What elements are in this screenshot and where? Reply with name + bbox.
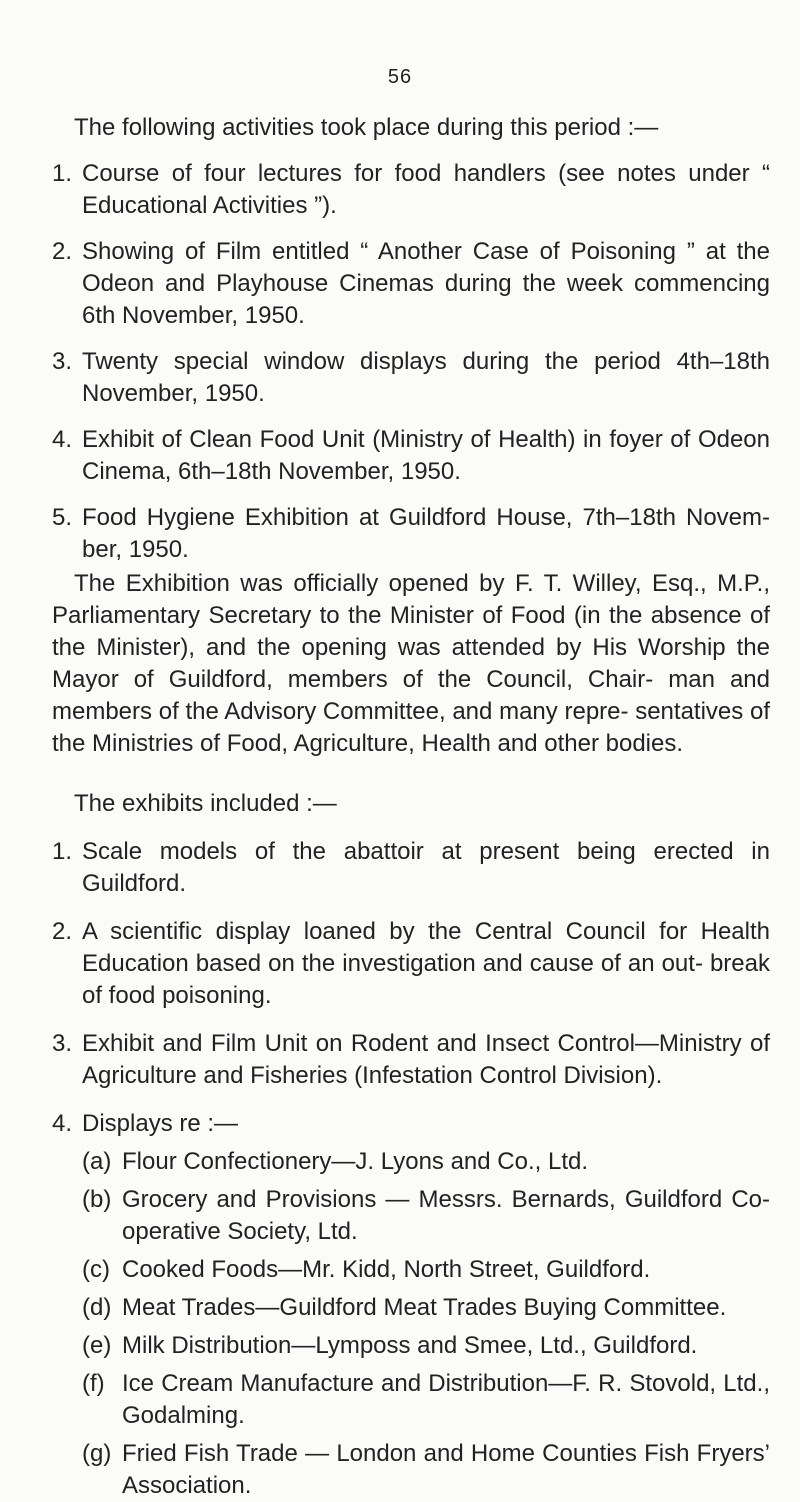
activities-intro: The following activities took place during this period :— [74,114,659,141]
sub-list-item [82,1146,770,1178]
sub-list-item [82,1184,770,1248]
list-text: A scientific display loaned by the Central Council for Health Education based on the investigation and cause of an out- break of food poisoning. [82,918,770,1009]
list-number: 1. [52,838,73,865]
sub-list-text: Flour Confectionery—J. Lyons and Co., Ltd. [122,1148,589,1175]
list-text: Exhibit of Clean Food Unit (Ministry of Health) in foyer of Odeon Cinema, 6th–18th November, 1950. [82,426,770,485]
list-text: Twenty special window displays during the period 4th–18th November, 1950. [82,348,770,407]
sub-list-item [82,1254,770,1286]
page-body [52,112,770,1502]
list-number: 2. [52,918,73,945]
sub-list-item [82,1292,770,1324]
sub-list-label: (c) [82,1256,110,1283]
list-item [52,502,770,566]
sub-list-label: (e) [82,1332,112,1359]
list-text: Scale models of the abattoir at present being erected in Guildford. [82,838,770,897]
list-number: 3. [52,348,73,375]
list-number: 1. [52,160,73,187]
list-item [52,916,770,1012]
list-text: Showing of Film entitled “ Another Case of Poisoning ” at the Odeon and Playhouse Cinemas during the week commencing 6th November, 1950. [82,238,770,329]
page-number: 56 [387,66,413,88]
sub-list-item [82,1438,770,1502]
sub-list-label: (d) [82,1294,112,1321]
sub-list-text: Fried Fish Trade — London and Home Counties Fish Fryers’ Association. [122,1440,770,1499]
list-item [52,1028,770,1092]
list-item [52,836,770,900]
list-item [52,158,770,222]
sub-list-item [82,1368,770,1432]
sub-list-text: Ice Cream Manufacture and Distribution—F. R. Stovold, Ltd., Godalming. [122,1370,770,1429]
list-text: Displays re :— [82,1110,239,1137]
sub-list-text: Cooked Foods—Mr. Kidd, North Street, Guildford. [122,1256,651,1283]
activities-list [52,158,770,566]
list-text: Exhibit and Film Unit on Rodent and Insect Control—Ministry of Agriculture and Fisheries (Infestation Control Division). [82,1030,770,1089]
sub-list-label: (b) [82,1186,112,1213]
exhibits-intro: The exhibits included :— [74,790,337,817]
list-item [52,1108,770,1140]
list-text: Course of four lectures for food handlers (see notes under “ Educational Activities ”). [82,160,770,219]
sub-list-label: (f) [82,1370,105,1397]
sub-list-text: Meat Trades—Guildford Meat Trades Buying Committee. [122,1294,727,1321]
exhibition-paragraph: The Exhibition was officially opened by F. T. Willey, Esq., M.P., Parliamentary Secretary to the Minister of Food (in the absence of the Minister), and the opening was attended by His Worship the Mayor of Guildford, members of the Council, Chair- man and members of the Advisory Committee, and many repre- sentatives of the Ministries of Food, Agriculture, Health and other bodies. [52,570,770,757]
list-number: 4. [52,1110,73,1137]
displays-list [52,1146,770,1502]
list-number: 4. [52,426,73,453]
sub-list-label: (a) [82,1148,112,1175]
sub-list-text: Grocery and Provisions — Messrs. Bernards, Guildford Co-operative Society, Ltd. [122,1186,770,1245]
list-number: 3. [52,1030,73,1057]
list-item [52,424,770,488]
list-item [52,346,770,410]
list-number: 2. [52,238,73,265]
sub-list-text: Milk Distribution—Lymposs and Smee, Ltd., Guildford. [122,1332,698,1359]
exhibits-list [52,836,770,1140]
sub-list-item [82,1330,770,1362]
list-item [52,236,770,332]
list-text: Food Hygiene Exhibition at Guildford House, 7th–18th Novem- ber, 1950. [82,504,770,563]
sub-list-label: (g) [82,1440,112,1467]
list-number: 5. [52,504,73,531]
